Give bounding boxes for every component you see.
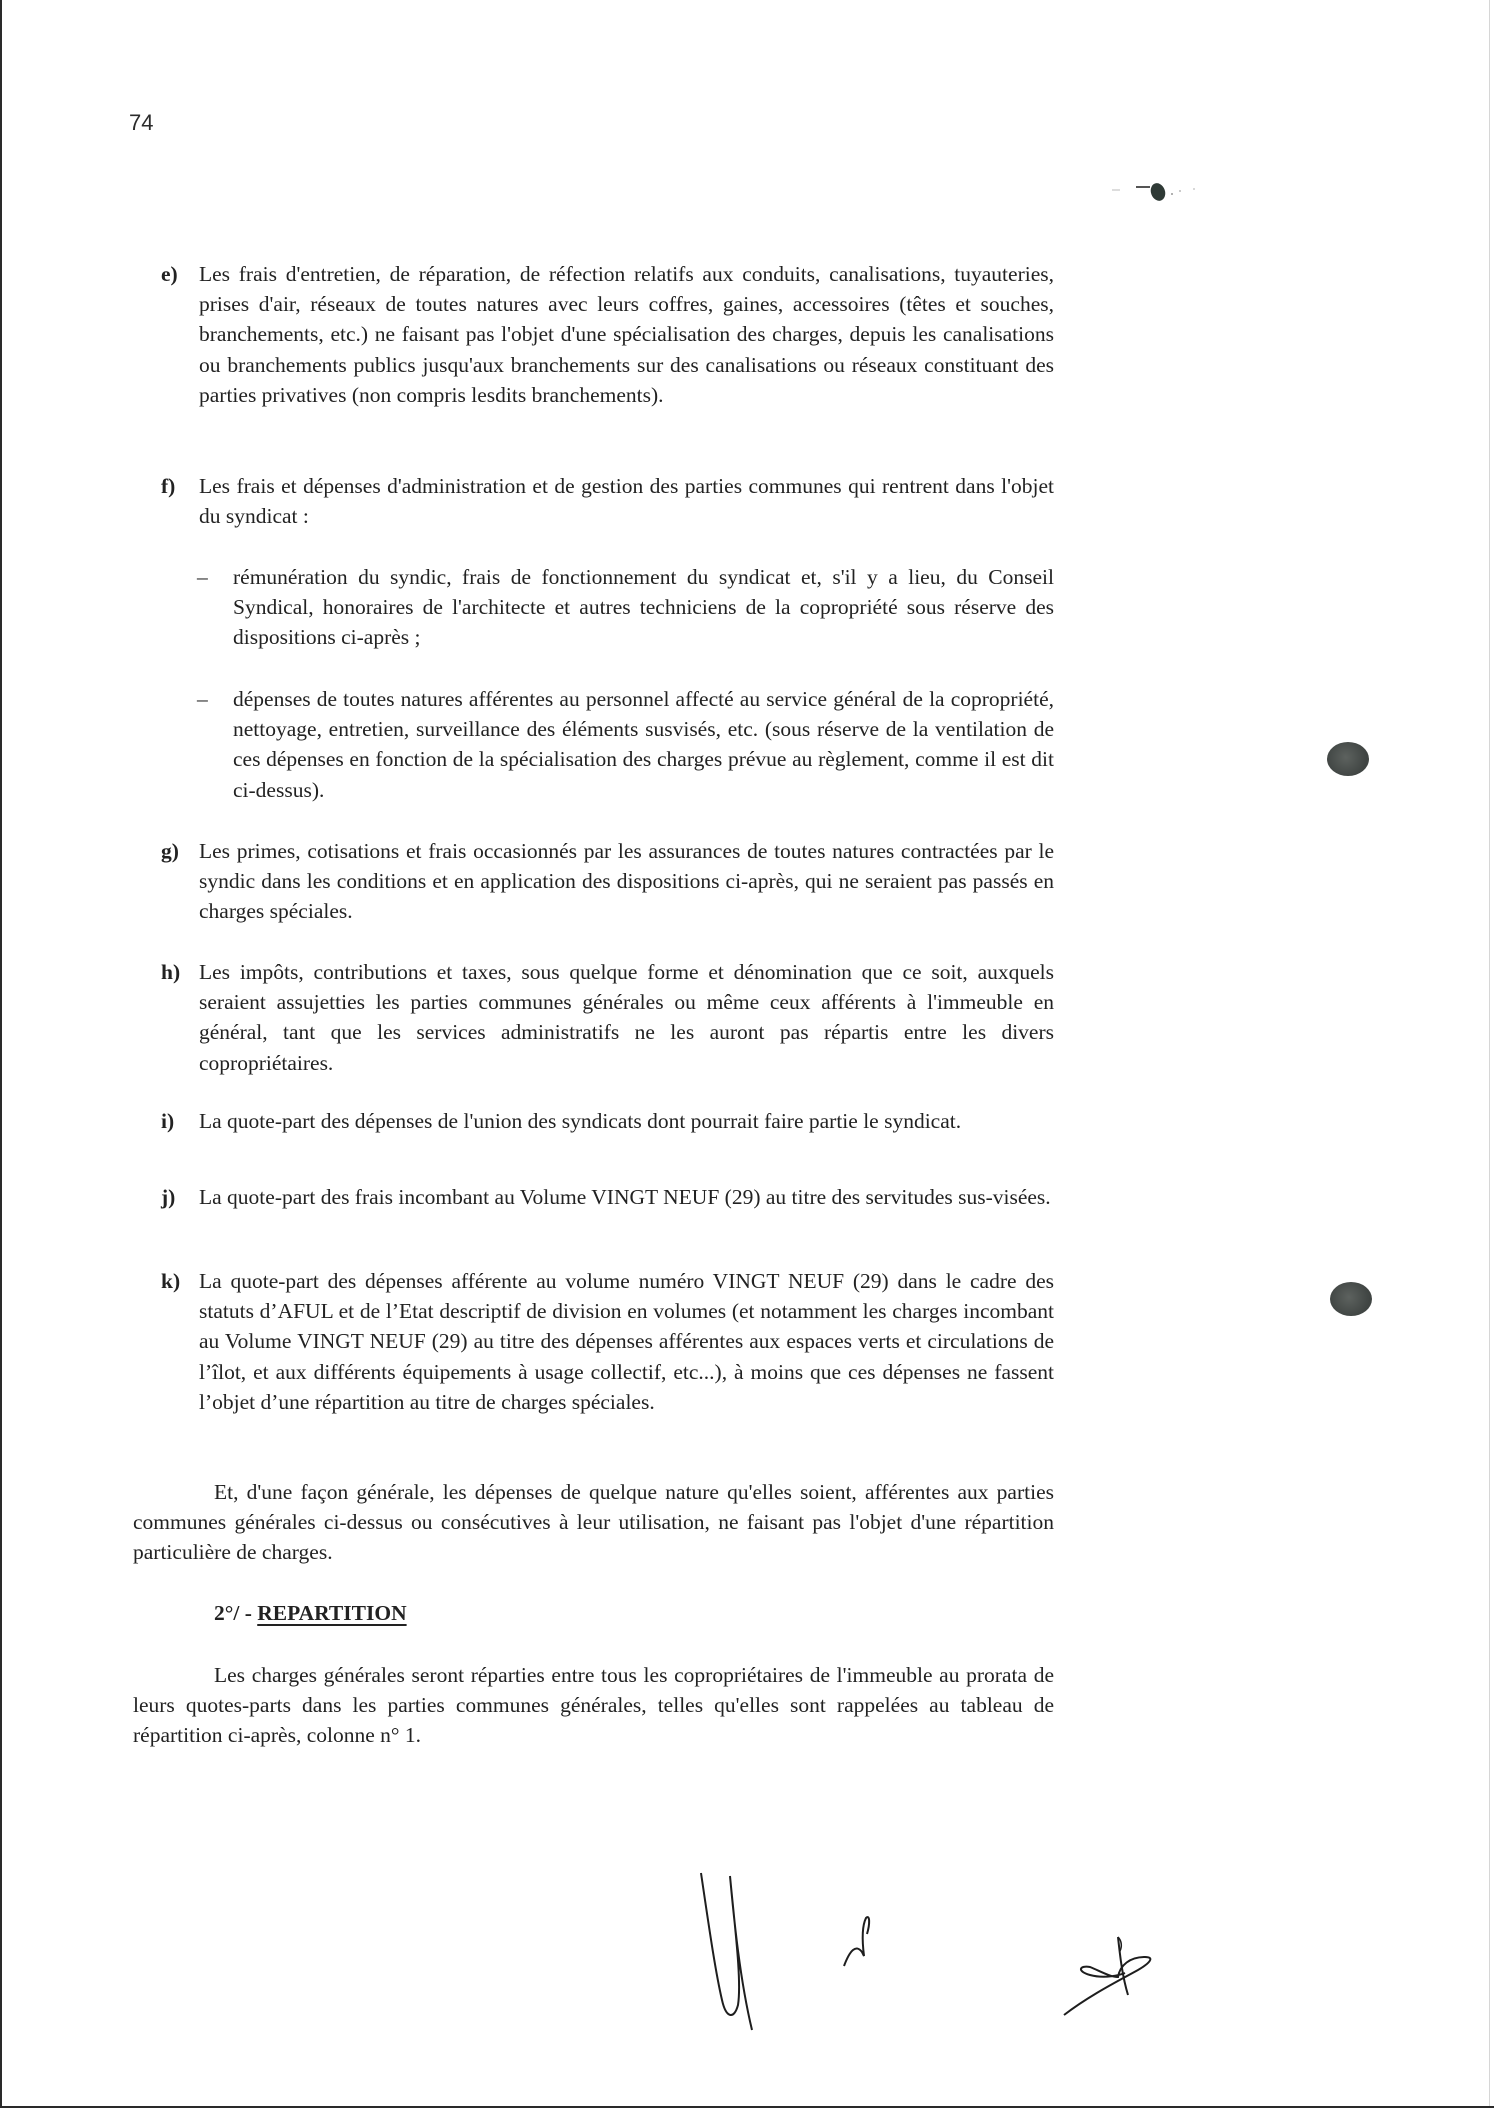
list-item-text: La quote-part des dépenses de l'union des syndicats dont pourrait faire partie le syndicat. [199,1109,962,1133]
list-item-f [161,471,1054,531]
section-title: REPARTITION [257,1601,407,1625]
list-label: h) [161,960,181,984]
sub-item [197,684,1054,805]
list-item-text: Les frais d'entretien, de réparation, de réfection relatifs aux conduits, canalisations, tuyauteries, prises d'air, réseaux de toutes natures avec leurs coffres, gaines, accessoires (têtes et souches, branchements, etc.) ne faisant pas l'objet d'une spécialisation des charges, depuis les canalisations ou branchements publics jusqu'aux branchements sur des canalisations ou réseaux constituant des parties privatives (non compris lesdits branchements). [199,262,1054,407]
general-paragraph: Et, d'une façon générale, les dépenses de quelque nature qu'elles soient, afférentes aux parties communes générales ci-dessus ou consécutives à leur utilisation, ne faisant pas l'objet d'une répartition particulière de charges. [133,1480,1054,1565]
list-item-h [161,957,1054,1078]
list-item-j [161,1182,1054,1212]
list-item-text: La quote-part des frais incombant au Volume VINGT NEUF (29) au titre des servitudes sus-visées. [199,1185,1051,1209]
list-item-text: Les primes, cotisations et frais occasionnés par les assurances de toutes natures contractées par le syndic dans les conditions et en application des dispositions ci-après, qui ne seraient pas passés en charges spéciales. [199,839,1054,924]
list-item-e [161,259,1054,410]
signature-initials-2 [840,1910,880,1990]
sub-item [197,562,1054,653]
signature-initials-1 [690,1860,770,2040]
list-item-text: Les impôts, contributions et taxes, sous quelque forme et dénomination que ce soit, auxquels seraient assujetties les parties communes générales ou même ceux afférents à l'immeuble en général, tant que les services administratifs ne les auront pas répartis entre les divers copropriétaires. [199,960,1054,1075]
repartition-paragraph: Les charges générales seront réparties entre tous les copropriétaires de l'immeuble au prorata de leurs quotes-parts dans les parties communes générales, telles qu'elles sont rappelées au tableau de répartition ci-après, colonne n° 1. [133,1663,1054,1748]
list-item-text: Les frais et dépenses d'administration et de gestion des parties communes qui rentrent dans l'objet du syndicat : [199,474,1054,529]
list-label: i) [161,1109,175,1133]
list-item-i [161,1106,1054,1136]
punch-hole [1327,742,1369,776]
sub-item-text: dépenses de toutes natures afférentes au personnel affecté au service général de la copropriété, nettoyage, entretien, surveillance des éléments susvisés, etc. (sous réserve de la ventilation de ces dépenses en fonction de la spécialisation des charges prévue au règlement, comme il est dit ci-dessus). [233,687,1054,802]
list-item-text: La quote-part des dépenses afférente au volume numéro VINGT NEUF (29) dans le cadre des statuts d’AFUL et de l’Etat descriptif de division en volumes (et notamment les charges incombant au Volume VINGT NEUF (29) au titre des dépenses afférentes aux espaces verts et circulations de l’îlot, et aux différents équipements à usage collectif, etc...), à moins que ces dépenses ne fassent l’objet d’une répartition au titre de charges spéciales. [199,1269,1054,1414]
page-number: 74 [129,110,154,135]
list-item-g [161,836,1054,927]
section-heading [214,1601,407,1626]
sub-item-text: rémunération du syndic, frais de fonctionnement du syndicat et, s'il y a lieu, du Conseil Syndical, honoraires de l'architecte et autres techniciens de la copropriété sous réserve des dispositions ci-après ; [233,565,1054,650]
dash-bullet: – [197,687,208,711]
section-number: 2°/ - [214,1601,252,1625]
list-label: j) [161,1185,176,1209]
list-label: g) [161,839,179,863]
dash-bullet: – [197,565,208,589]
scan-edge-right [1489,0,1490,2108]
punch-hole [1330,1282,1372,1316]
scan-edge-left [0,0,2,2108]
list-item-k [161,1266,1054,1417]
ink-blot-mark [1110,175,1210,205]
list-label: f) [161,474,176,498]
list-label: e) [161,262,178,286]
signature-initials-3 [1060,1935,1160,2025]
list-label: k) [161,1269,181,1293]
